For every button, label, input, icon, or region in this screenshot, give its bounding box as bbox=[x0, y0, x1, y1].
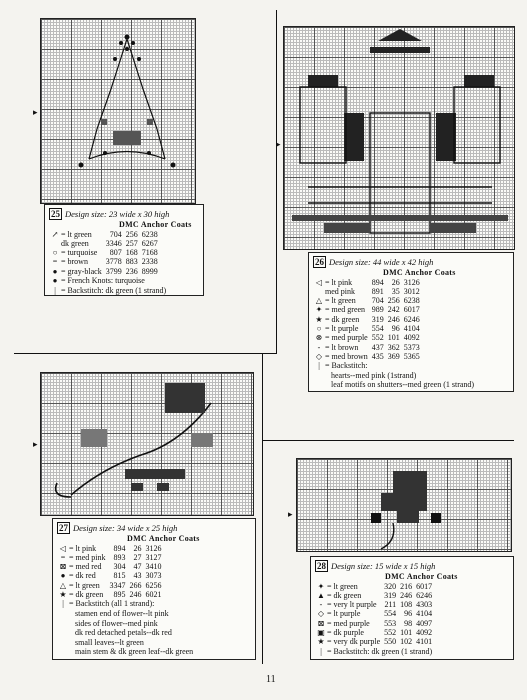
thread-row bbox=[315, 609, 432, 618]
key-note bbox=[313, 380, 509, 390]
anchor-number: 257 bbox=[125, 238, 138, 248]
dmc-number: 891 bbox=[371, 286, 384, 296]
coats-number: 7168 bbox=[141, 248, 158, 258]
thread-table bbox=[49, 230, 158, 276]
key-note bbox=[57, 628, 251, 638]
anchor-number: 101 bbox=[400, 628, 413, 638]
key-note bbox=[57, 647, 251, 657]
coats-number: 6267 bbox=[141, 238, 158, 248]
dmc-number: 895 bbox=[113, 590, 126, 600]
thread-symbol: ★ bbox=[59, 590, 67, 600]
key-note bbox=[57, 609, 251, 619]
dmc-number: 894 bbox=[113, 543, 126, 553]
thread-row bbox=[313, 278, 420, 287]
dmc-number: 211 bbox=[384, 600, 397, 610]
coats-number: 6021 bbox=[145, 590, 162, 600]
anchor-number: 246 bbox=[400, 590, 413, 600]
design-size: Design size: 23 wide x 30 high bbox=[65, 209, 170, 219]
chart-27-motif bbox=[41, 373, 255, 517]
thread-row bbox=[49, 248, 158, 257]
design-size: Design size: 15 wide x 15 high bbox=[331, 561, 436, 571]
note-text: leaf motifs on shutters--med green (1 strand) bbox=[331, 380, 475, 390]
dmc-number: 550 bbox=[384, 637, 397, 647]
thread-table bbox=[315, 582, 432, 647]
thread-row bbox=[315, 591, 432, 600]
coats-number: 6246 bbox=[416, 590, 433, 600]
thread-row bbox=[49, 230, 158, 239]
key-design-26 bbox=[308, 252, 514, 392]
thread-name: = gray-black bbox=[61, 266, 102, 276]
chart-28-grid bbox=[296, 458, 512, 552]
note-symbol: | bbox=[320, 646, 322, 656]
key-note bbox=[313, 361, 509, 371]
design-number: 25 bbox=[51, 209, 60, 219]
note-text: dk red detached petals--dk red bbox=[75, 628, 172, 638]
thread-name: med pink bbox=[325, 286, 355, 296]
thread-name: = brown bbox=[61, 257, 88, 267]
coats-number: 6256 bbox=[145, 580, 162, 590]
dmc-number: 553 bbox=[384, 618, 397, 628]
thread-name: = dk green bbox=[327, 590, 362, 600]
coats-number: 6246 bbox=[403, 314, 420, 324]
coats-number: 6238 bbox=[403, 296, 420, 306]
dmc-number: 3799 bbox=[105, 266, 122, 276]
anchor-number: 242 bbox=[387, 305, 400, 315]
thread-table bbox=[57, 544, 162, 600]
coats-number: 4092 bbox=[403, 333, 420, 343]
dmc-number: 989 bbox=[371, 305, 384, 315]
anchor-number: 26 bbox=[133, 543, 142, 553]
thread-row bbox=[313, 315, 420, 324]
dmc-number: 319 bbox=[371, 314, 384, 324]
thread-row bbox=[313, 287, 420, 296]
key-design-28 bbox=[310, 556, 514, 660]
thread-name: = med pink bbox=[69, 552, 106, 562]
thread-name: = lt pink bbox=[325, 277, 353, 287]
coats-number: 4097 bbox=[416, 618, 433, 628]
thread-row bbox=[315, 600, 432, 609]
note-symbol: ● bbox=[52, 276, 58, 286]
thread-symbol: ○ bbox=[52, 248, 58, 258]
coats-number: 6238 bbox=[141, 229, 158, 239]
anchor-number: 35 bbox=[391, 286, 400, 296]
dmc-number: 554 bbox=[384, 609, 397, 619]
thread-symbol: △ bbox=[59, 580, 67, 590]
thread-name: = lt pink bbox=[69, 543, 97, 553]
anchor-number: 101 bbox=[387, 333, 400, 343]
thread-symbol: = bbox=[60, 552, 66, 562]
thread-row bbox=[313, 324, 420, 333]
note-symbol: | bbox=[62, 599, 64, 609]
anchor-number: 362 bbox=[387, 342, 400, 352]
anchor-number: 266 bbox=[129, 580, 142, 590]
coats-number: 3127 bbox=[145, 552, 162, 562]
thread-header: DMC Anchor Coats bbox=[119, 220, 192, 229]
thread-name: = med purple bbox=[325, 333, 368, 343]
thread-row bbox=[49, 257, 158, 266]
thread-row bbox=[313, 305, 420, 314]
coats-number: 4101 bbox=[416, 637, 433, 647]
thread-header: DMC Anchor Coats bbox=[383, 268, 456, 277]
coats-number: 3126 bbox=[145, 543, 162, 553]
anchor-number: 27 bbox=[133, 552, 142, 562]
design-number: 28 bbox=[317, 561, 326, 571]
key-note bbox=[57, 599, 251, 609]
coats-number: 4092 bbox=[416, 628, 433, 638]
note-text: sides of flower--med pink bbox=[75, 618, 158, 628]
thread-header: DMC Anchor Coats bbox=[127, 534, 200, 543]
thread-symbol: ○ bbox=[316, 324, 322, 334]
thread-symbol: - bbox=[319, 600, 323, 610]
dmc-number: 552 bbox=[371, 333, 384, 343]
arrow-marker: ▸ bbox=[33, 107, 38, 117]
key-design-27 bbox=[52, 518, 256, 660]
thread-row bbox=[315, 637, 432, 646]
arrow-marker: ▸ bbox=[276, 139, 281, 149]
thread-name: = dk green bbox=[325, 314, 360, 324]
thread-name: = lt green bbox=[325, 296, 356, 306]
note-text: main stem & dk green leaf--dk green bbox=[75, 647, 194, 657]
thread-name: = lt green bbox=[327, 581, 358, 591]
horizontal-divider bbox=[14, 353, 277, 354]
dmc-number: 3347 bbox=[109, 580, 126, 590]
chart-25-motif bbox=[41, 19, 197, 205]
dmc-number: 552 bbox=[384, 628, 397, 638]
anchor-number: 102 bbox=[400, 637, 413, 647]
note-text: = Backstitch: dk green (1 strand) bbox=[327, 646, 433, 656]
dmc-number: 704 bbox=[109, 229, 122, 239]
thread-row bbox=[313, 296, 420, 305]
thread-row bbox=[315, 628, 432, 637]
anchor-number: 246 bbox=[129, 590, 142, 600]
anchor-number: 256 bbox=[387, 296, 400, 306]
anchor-number: 98 bbox=[404, 618, 413, 628]
coats-number: 3073 bbox=[145, 571, 162, 581]
thread-row bbox=[315, 619, 432, 628]
thread-row bbox=[315, 582, 432, 591]
vertical-divider bbox=[276, 10, 277, 354]
anchor-number: 108 bbox=[400, 600, 413, 610]
thread-symbol: ★ bbox=[315, 314, 323, 324]
note-text: = Backstitch (all 1 strand): bbox=[69, 599, 155, 609]
thread-row bbox=[313, 333, 420, 342]
anchor-number: 236 bbox=[125, 266, 138, 276]
dmc-number: 894 bbox=[371, 277, 384, 287]
thread-symbol: ⊗ bbox=[315, 333, 323, 343]
thread-symbol: - bbox=[317, 342, 321, 352]
thread-name: = very lt purple bbox=[327, 600, 377, 610]
thread-symbol: ◁ bbox=[315, 277, 323, 287]
anchor-number: 47 bbox=[133, 562, 142, 572]
dmc-number: 435 bbox=[371, 351, 384, 361]
chart-25-grid bbox=[40, 18, 196, 204]
key-note bbox=[57, 638, 251, 648]
thread-symbol: = bbox=[52, 257, 58, 267]
thread-symbol: ↗ bbox=[51, 229, 59, 239]
arrow-marker: ▸ bbox=[33, 439, 38, 449]
chart-27-grid bbox=[40, 372, 254, 516]
thread-row bbox=[57, 571, 162, 580]
thread-symbol: ◇ bbox=[315, 351, 323, 361]
thread-symbol: ◇ bbox=[317, 609, 325, 619]
chart-28-motif bbox=[297, 459, 513, 553]
thread-symbol: ✦ bbox=[317, 581, 325, 591]
dmc-number: 320 bbox=[384, 581, 397, 591]
note-text: hearts--med pink (1strand) bbox=[331, 370, 417, 380]
thread-symbol: △ bbox=[315, 296, 323, 306]
thread-row bbox=[313, 352, 420, 361]
anchor-number: 26 bbox=[391, 277, 400, 287]
page-number: 11 bbox=[266, 674, 276, 685]
note-text: = French Knots: turquoise bbox=[61, 276, 145, 286]
coats-number: 3012 bbox=[403, 286, 420, 296]
thread-row bbox=[57, 581, 162, 590]
anchor-number: 216 bbox=[400, 581, 413, 591]
thread-name: = dk red bbox=[69, 571, 96, 581]
thread-symbol: ● bbox=[52, 266, 58, 276]
thread-name: = lt purple bbox=[327, 609, 361, 619]
key-note bbox=[49, 276, 199, 286]
horizontal-divider-lower bbox=[262, 440, 514, 441]
dmc-number: 815 bbox=[113, 571, 126, 581]
anchor-number: 883 bbox=[125, 257, 138, 267]
thread-symbol: ● bbox=[60, 571, 66, 581]
design-number: 27 bbox=[59, 523, 68, 533]
thread-name: = dk green bbox=[69, 590, 104, 600]
dmc-number: 807 bbox=[109, 248, 122, 258]
anchor-number: 246 bbox=[387, 314, 400, 324]
coats-number: 6017 bbox=[416, 581, 433, 591]
thread-symbol: ◁ bbox=[59, 543, 67, 553]
thread-name: = lt purple bbox=[325, 324, 359, 334]
coats-number: 4104 bbox=[403, 324, 420, 334]
key-note bbox=[313, 371, 509, 381]
thread-row bbox=[313, 343, 420, 352]
key-note bbox=[49, 286, 199, 296]
thread-name: = med brown bbox=[325, 351, 368, 361]
arrow-marker: ▸ bbox=[288, 509, 293, 519]
coats-number: 3126 bbox=[403, 277, 420, 287]
note-text: small leaves--lt green bbox=[75, 637, 144, 647]
thread-name: = lt green bbox=[69, 580, 100, 590]
thread-header: DMC Anchor Coats bbox=[385, 572, 458, 581]
thread-table bbox=[313, 278, 420, 362]
thread-name: = med green bbox=[325, 305, 366, 315]
thread-symbol: ★ bbox=[317, 637, 325, 647]
dmc-number: 304 bbox=[113, 562, 126, 572]
thread-symbol: ⊠ bbox=[317, 618, 325, 628]
key-design-25 bbox=[44, 204, 204, 296]
thread-symbol: ✦ bbox=[315, 305, 323, 315]
coats-number: 4303 bbox=[416, 600, 433, 610]
thread-row bbox=[57, 590, 162, 599]
thread-name: = med red bbox=[69, 562, 102, 572]
coats-number: 3410 bbox=[145, 562, 162, 572]
key-note bbox=[57, 619, 251, 629]
thread-row bbox=[57, 544, 162, 553]
thread-row bbox=[57, 553, 162, 562]
coats-number: 6017 bbox=[403, 305, 420, 315]
thread-symbol: ▣ bbox=[317, 628, 325, 638]
thread-symbol: ⊠ bbox=[59, 562, 67, 572]
thread-row bbox=[49, 239, 158, 248]
thread-row bbox=[49, 267, 158, 276]
thread-name: = very dk purple bbox=[327, 637, 381, 647]
anchor-number: 96 bbox=[391, 324, 400, 334]
anchor-number: 43 bbox=[133, 571, 142, 581]
design-number: 26 bbox=[315, 257, 324, 267]
coats-number: 4104 bbox=[416, 609, 433, 619]
coats-number: 8999 bbox=[141, 266, 158, 276]
thread-name: = lt green bbox=[61, 229, 92, 239]
dmc-number: 319 bbox=[384, 590, 397, 600]
anchor-number: 256 bbox=[125, 229, 138, 239]
thread-row bbox=[57, 562, 162, 571]
dmc-number: 437 bbox=[371, 342, 384, 352]
dmc-number: 893 bbox=[113, 552, 126, 562]
coats-number: 5365 bbox=[403, 351, 420, 361]
thread-symbol bbox=[49, 239, 61, 248]
coats-number: 5373 bbox=[403, 342, 420, 352]
note-symbol: | bbox=[54, 285, 56, 295]
dmc-number: 3346 bbox=[105, 238, 122, 248]
dmc-number: 554 bbox=[371, 324, 384, 334]
thread-symbol: ▲ bbox=[317, 590, 325, 600]
chart-26-motif bbox=[284, 27, 516, 251]
note-text: = Backstitch: bbox=[325, 361, 368, 371]
thread-name: = lt brown bbox=[325, 342, 359, 352]
thread-name: dk green bbox=[61, 238, 89, 248]
thread-name: = med purple bbox=[327, 618, 370, 628]
chart-26-grid bbox=[283, 26, 515, 250]
coats-number: 2338 bbox=[141, 257, 158, 267]
note-text: = Backstitch: dk green (1 strand) bbox=[61, 285, 167, 295]
design-size: Design size: 44 wide x 42 high bbox=[329, 257, 434, 267]
design-size: Design size: 34 wide x 25 high bbox=[73, 523, 178, 533]
note-text: stamen end of flower--lt pink bbox=[75, 608, 169, 618]
dmc-number: 704 bbox=[371, 296, 384, 306]
anchor-number: 168 bbox=[125, 248, 138, 258]
vertical-divider-lower bbox=[262, 354, 263, 664]
note-symbol: | bbox=[318, 361, 320, 371]
dmc-number: 3778 bbox=[105, 257, 122, 267]
thread-symbol bbox=[313, 287, 325, 296]
anchor-number: 369 bbox=[387, 351, 400, 361]
key-note bbox=[315, 647, 509, 657]
thread-name: = turquoise bbox=[61, 248, 98, 258]
thread-name: = dk purple bbox=[327, 628, 364, 638]
anchor-number: 96 bbox=[404, 609, 413, 619]
